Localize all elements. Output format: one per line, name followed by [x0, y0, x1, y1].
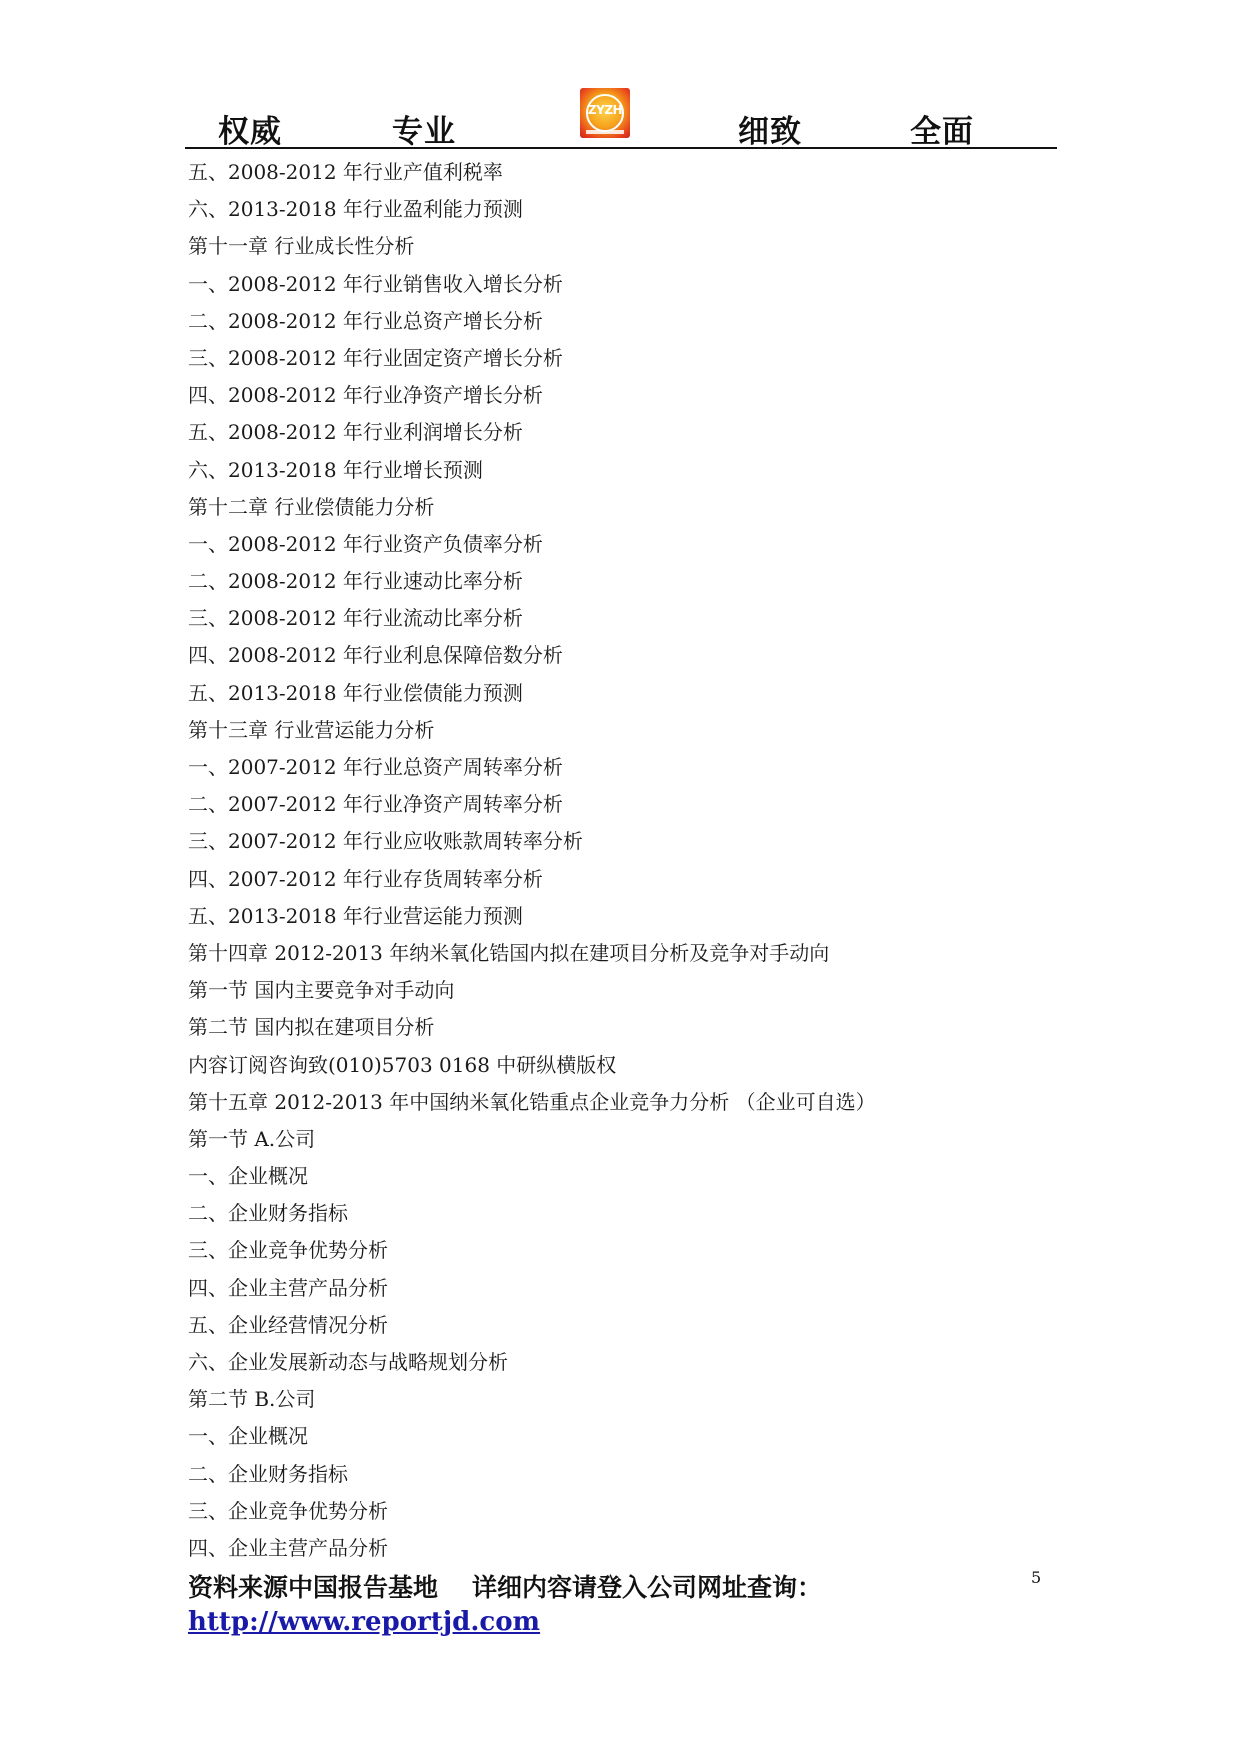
- toc-item: 二、2008-2012 年行业总资产增长分析: [188, 308, 543, 333]
- toc-chapter-heading: 第十五章 2012-2013 年中国纳米氧化锆重点企业竞争力分析 （企业可自选）: [188, 1089, 876, 1114]
- toc-item: 六、2013-2018 年行业盈利能力预测: [188, 197, 523, 222]
- toc-item: 六、2013-2018 年行业增长预测: [188, 457, 483, 482]
- toc-item: 四、2008-2012 年行业利息保障倍数分析: [188, 643, 563, 668]
- footer-website-link[interactable]: http://www.reportjd.com: [188, 1607, 541, 1637]
- footer-source-line: [188, 1568, 822, 1604]
- toc-section-heading: 第一节 A.公司: [188, 1126, 316, 1151]
- toc-chapter-heading: 第十四章 2012-2013 年纳米氧化锆国内拟在建项目分析及竞争对手动向: [188, 940, 830, 965]
- logo-bar: [586, 130, 624, 134]
- toc-item: 二、2007-2012 年行业净资产周转率分析: [188, 792, 563, 817]
- toc-section-heading: 第一节 国内主要竞争对手动向: [188, 978, 455, 1003]
- toc-chapter-heading: 第十二章 行业偿债能力分析: [188, 494, 435, 519]
- toc-item: 一、2008-2012 年行业资产负债率分析: [188, 531, 543, 556]
- company-logo: [580, 88, 630, 138]
- toc-item: 五、2013-2018 年行业偿债能力预测: [188, 680, 523, 705]
- toc-item: 四、企业主营产品分析: [188, 1275, 388, 1300]
- toc-item: 三、2008-2012 年行业流动比率分析: [188, 606, 523, 631]
- logo-text: ZYZH: [587, 103, 623, 117]
- toc-item: 二、企业财务指标: [188, 1461, 348, 1486]
- toc-item: 五、2008-2012 年行业利润增长分析: [188, 420, 523, 445]
- toc-item: 二、企业财务指标: [188, 1201, 348, 1226]
- footer-source-instruction: 详细内容请登入公司网址查询：: [472, 1573, 823, 1602]
- contact-notice: 内容订阅咨询致(010)5703 0168 中研纵横版权: [188, 1052, 617, 1077]
- toc-item: 五、企业经营情况分析: [188, 1312, 388, 1337]
- toc-item: 三、2008-2012 年行业固定资产增长分析: [188, 345, 563, 370]
- header-divider: [185, 147, 1057, 149]
- table-of-contents: [188, 154, 1048, 1567]
- toc-item: 五、2008-2012 年行业产值利税率: [188, 160, 503, 184]
- header-word-authority: 权威: [218, 114, 282, 150]
- footer-source-label: 资料来源中国报告基地: [188, 1573, 439, 1602]
- toc-item: 一、企业概况: [188, 1424, 308, 1449]
- header-word-professional: 专业: [392, 114, 456, 150]
- toc-item: 二、2008-2012 年行业速动比率分析: [188, 569, 523, 594]
- toc-item: 六、企业发展新动态与战略规划分析: [188, 1350, 508, 1374]
- toc-section-heading: 第二节 国内拟在建项目分析: [188, 1015, 435, 1040]
- toc-section-heading: 第二节 B.公司: [188, 1387, 316, 1412]
- toc-item: 一、2007-2012 年行业总资产周转率分析: [188, 755, 563, 779]
- toc-chapter-heading: 第十一章 行业成长性分析: [188, 234, 415, 259]
- toc-item: 五、2013-2018 年行业营运能力预测: [188, 903, 523, 928]
- header-word-meticulous: 细致: [738, 114, 802, 150]
- toc-item: 一、2008-2012 年行业销售收入增长分析: [188, 271, 563, 296]
- toc-item: 三、2007-2012 年行业应收账款周转率分析: [188, 829, 583, 854]
- toc-item: 一、企业概况: [188, 1164, 308, 1189]
- toc-item: 四、企业主营产品分析: [188, 1535, 388, 1560]
- page-header: [185, 88, 1057, 150]
- toc-item: 四、2008-2012 年行业净资产增长分析: [188, 383, 543, 408]
- toc-chapter-heading: 第十三章 行业营运能力分析: [188, 717, 435, 742]
- page-number: 5: [1031, 1568, 1042, 1587]
- toc-item: 三、企业竞争优势分析: [188, 1238, 388, 1263]
- toc-item: 四、2007-2012 年行业存货周转率分析: [188, 866, 543, 891]
- header-word-comprehensive: 全面: [910, 114, 974, 150]
- toc-item: 三、企业竞争优势分析: [188, 1498, 388, 1523]
